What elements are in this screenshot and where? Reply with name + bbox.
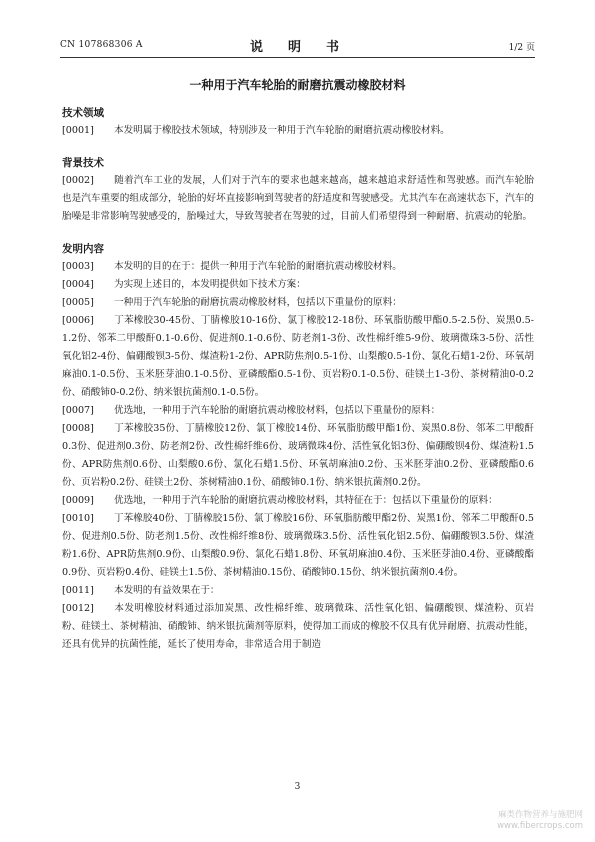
paragraph bbox=[62, 420, 534, 492]
paragraph-text: 一种用于汽车轮胎的耐磨抗震动橡胶材料，包括以下重量份的原料： bbox=[114, 297, 402, 308]
patent-number: CN 107868306 A bbox=[60, 40, 143, 50]
document-title: 一种用于汽车轮胎的耐磨抗震动橡胶材料 bbox=[189, 78, 406, 92]
paragraph bbox=[62, 510, 534, 582]
paragraph bbox=[62, 276, 534, 294]
paragraph bbox=[62, 402, 534, 420]
section-heading: 技术领域 bbox=[62, 107, 104, 119]
page-header bbox=[60, 36, 535, 54]
paragraph-number: [0010] bbox=[62, 513, 94, 524]
paragraph-number: [0006] bbox=[62, 315, 94, 326]
page-indicator: 1/2 页 bbox=[508, 43, 535, 53]
paragraph-text: 为实现上述目的，本发明提供如下技术方案： bbox=[114, 279, 306, 290]
paragraph bbox=[62, 492, 534, 510]
paragraph-number: [0011] bbox=[62, 585, 94, 596]
paragraph-text: 本发明的有益效果在于： bbox=[114, 585, 220, 596]
paragraph-text: 优选地，一种用于汽车轮胎的耐磨抗震动橡胶材料，包括以下重量份的原料： bbox=[114, 405, 441, 416]
watermark bbox=[433, 810, 583, 832]
paragraph bbox=[62, 312, 534, 402]
watermark-line-1: 麻类作物营养与施肥网 bbox=[497, 810, 583, 820]
header-divider bbox=[60, 57, 535, 58]
paragraph-text: 本发明橡胶材料通过添加炭黑、改性棉纤维、玻璃微珠、活性氧化铝、偏硼酸钡、煤渣粉、页岩粉、硅镁土、茶树精油、硝酸铈、纳米银抗菌剂等原料，使得加工而成的橡胶不仅具有优异耐磨、抗震动性能，还具有优异的抗菌性能，延长了使用寿命，非常适合用于制造 bbox=[62, 603, 534, 650]
paragraph-number: [0007] bbox=[62, 405, 94, 416]
paragraph-text: 随着汽车工业的发展，人们对于汽车的要求也越来越高，越来越追求舒适性和驾驶感。而汽车轮胎也是汽车重要的组成部分，轮胎的好坏直接影响到驾驶者的舒适度和驾驶感受。尤其汽车在高速状态下，汽车的胎噪是非常影响驾驶感受的，胎噪过大，导致驾驶者在驾驶的过，目前人们希望得到一种耐磨、抗震动的轮胎。 bbox=[62, 175, 534, 222]
paragraph-text: 丁苯橡胶40份、丁腈橡胶15份、氯丁橡胶16份、环氧脂肪酸甲酯2份、炭黑1份、邻苯二甲酸酐0.5份、促进剂0.5份、防老剂1.5份、改性棉纤维8份、玻璃微珠3.5份、活性氧化铝2.5份、偏硼酸钡3.5份、煤渣粉1.6份、APR防焦剂0.9份、山梨酸0.9份、氯化石蜡1.8份、环氧胡麻油0.4份、玉米胚芽油0.4份、亚磷酸酯0.9份、页岩粉0.4份、硅镁土1.5份、茶树精油0.15份、硝酸铈0.15份、纳米银抗菌剂0.4份。 bbox=[62, 513, 534, 578]
paragraph bbox=[62, 122, 534, 140]
document-body bbox=[62, 104, 534, 654]
paragraph bbox=[62, 582, 534, 600]
paragraph-number: [0008] bbox=[62, 423, 94, 434]
paragraph-number: [0003] bbox=[62, 261, 94, 272]
paragraph bbox=[62, 294, 534, 312]
paragraph-text: 优选地，一种用于汽车轮胎的耐磨抗震动橡胶材料，其特征在于：包括以下重量份的原料： bbox=[114, 495, 498, 506]
paragraph bbox=[62, 172, 534, 226]
paragraph-number: [0001] bbox=[62, 125, 94, 136]
page-number: 3 bbox=[294, 782, 301, 792]
paragraph-number: [0002] bbox=[62, 175, 94, 186]
section-heading: 背景技术 bbox=[62, 157, 104, 169]
paragraph-text: 本发明属于橡胶技术领域，特别涉及一种用于汽车轮胎的耐磨抗震动橡胶材料。 bbox=[114, 125, 450, 136]
section-heading: 发明内容 bbox=[62, 243, 104, 255]
header-title: 说 明 书 bbox=[249, 40, 345, 55]
paragraph bbox=[62, 258, 534, 276]
paragraph-text: 本发明的目的在于：提供一种用于汽车轮胎的耐磨抗震动橡胶材料。 bbox=[114, 261, 402, 272]
paragraph bbox=[62, 600, 534, 654]
paragraph-text: 丁苯橡胶30-45份、丁腈橡胶10-16份、氯丁橡胶12-18份、环氧脂肪酸甲酯0.5-2.5份、炭黑0.5-1.2份、邻苯二甲酸酐0.1-0.6份、促进剂0.1-0.6份、防老剂1-3份、改性棉纤维5-9份、玻璃微珠3-5份、活性氧化铝2-4份、偏硼酸钡3-5份、煤渣粉1-2份、APR防焦剂0.5-1份、山梨酸0.5-1份、氯化石蜡1-2份、环氧胡麻油0.1-0.5份、玉米胚芽油0.1-0.5份、亚磷酸酯0.5-1份、页岩粉0.1-0.5份、硅镁土1-3份、茶树精油0-0.2份、硝酸铈0-0.2份、纳米银抗菌剂0.1-0.5份。 bbox=[62, 315, 534, 398]
paragraph-number: [0004] bbox=[62, 279, 94, 290]
watermark-line-2: www.fibercrops.com bbox=[497, 821, 583, 831]
paragraph-number: [0009] bbox=[62, 495, 94, 506]
paragraph-number: [0012] bbox=[62, 603, 94, 614]
paragraph-number: [0005] bbox=[62, 297, 94, 308]
paragraph-text: 丁苯橡胶35份、丁腈橡胶12份、氯丁橡胶14份、环氧脂肪酸甲酯1份、炭黑0.8份、邻苯二甲酸酐0.3份、促进剂0.3份、防老剂2份、改性棉纤维6份、玻璃微珠4份、活性氧化铝3份、偏硼酸钡4份、煤渣粉1.5份、APR防焦剂0.6份、山梨酸0.6份、氯化石蜡1.5份、环氧胡麻油0.2份、玉米胚芽油0.2份、亚磷酸酯0.6份、页岩粉0.2份、硅镁土2份、茶树精油0.1份、硝酸铈0.1份、纳米银抗菌剂0.2份。 bbox=[62, 423, 534, 488]
